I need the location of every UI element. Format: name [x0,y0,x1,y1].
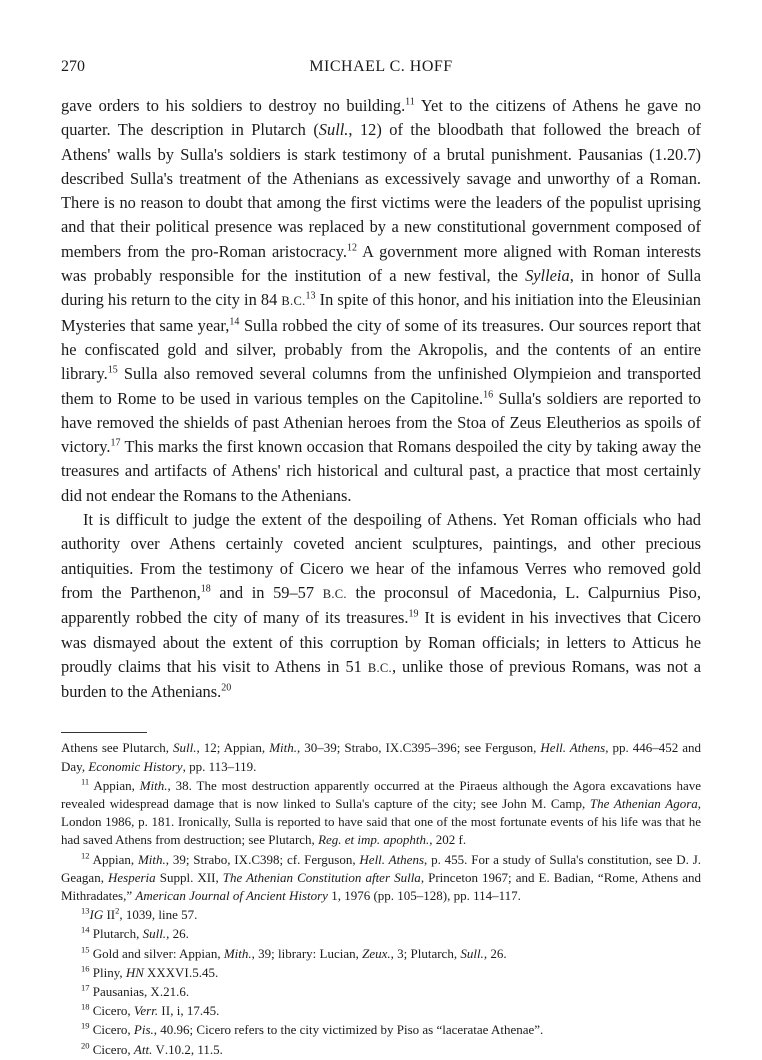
text: the proconsul of Macedonia, L. Calpurnius Piso, apparently robbed the city of many of its treasures. [61,582,701,628]
text: Athens see Plutarch, [61,740,174,756]
small-caps-text: IX [234,852,249,867]
text: .21.6. [159,984,190,1000]
footnote-number: 18 [81,1001,90,1012]
paragraph-1 [61,94,701,508]
text: , 38. The most destruction apparently occurred at the Piraeus although the Agora excavations have revealed widespread damage that is now linked to Sulla's capture of the city; see John M. Camp, [61,777,701,812]
footnote-number: 15 [81,944,90,955]
italic-text: Hell. Athens [359,851,425,867]
text: II [103,907,116,923]
text: , London 1986, p. 181. Ironically, Sulla is reported to have said that one of the most fortunate events of his life was that he had saved Athens from destruction; see Plutarch, [61,796,702,848]
text: , pp. 113–119. [182,758,257,774]
italic-text: Reg. et imp. apophth. [318,832,430,848]
footnote-number: 20 [81,1040,90,1051]
text: Cicero, [89,1003,134,1019]
footnote-ref-20[interactable]: 20 [221,682,232,694]
text: Appian, [89,777,140,793]
superscript: 2 [115,905,120,916]
small-caps-text: II [161,1004,171,1019]
page [61,58,701,1060]
footnote-number: 12 [81,850,90,861]
text: Pausanias, [89,984,151,1000]
text: Suppl. XII, [155,869,223,885]
text: It is evident in his invectives that Cicero was dismayed about the extent of this corruption by Roman officials; in letters to Atticus he proudly claims that his visit to Athens in 51 [61,608,701,676]
italic-text: Verr. [133,1003,159,1019]
text: , 12) of the bloodbath that followed the breach of Athens' walls by Sulla's soldiers is stark testimony of a brutal punishment. Pausanias (1.20.7) described Sulla's treatment of the Athenians as excessively savage and unworthy of a Roman. There is no reason to doubt that among the first victims were the leaders of the populist uprising and that their political presence was replaced by a new constitutional government composed of members from the pro-Roman aristocracy. [61,120,701,261]
text: , p. 455. For a study of Sulla's constitution, see D. J. Geagan, [61,851,702,885]
italic-text: American Journal of Ancient History [135,888,328,904]
italic-text: Att. [133,1041,153,1057]
text: .10.2, 11.5. [164,1041,223,1057]
italic-text: Pis. [133,1022,154,1038]
text: , unlike those of previous Romans, was not a burden to the Athenians. [61,656,701,702]
footnote-number: 14 [81,925,90,936]
italic-text: The Athenian Agora [589,796,698,812]
text: , 12; Appian, [196,740,270,756]
text: , 30–39; Strabo, [297,740,386,756]
footnote-ref-19[interactable]: 19 [408,608,419,620]
italic-text: The Athenian Constitution after Sulla [222,869,421,885]
small-caps-text: B.C. [367,660,392,675]
footnote-ref-16[interactable]: 16 [483,389,494,401]
page-number: 270 [61,58,85,75]
footnote-number: 16 [81,963,90,974]
text: , in honor of Sulla during his return to the city in 84 [61,266,702,310]
text: , 202 f. [429,832,467,848]
text: Sulla also removed several columns from the unfinished Olympieion and transported them to Rome to be used in various temples on the Capitoline. [61,364,701,408]
footnote-ref-15[interactable]: 15 [107,364,118,376]
small-caps-text: X [150,985,160,1000]
italic-text: Economic History [88,758,183,774]
italic-text: Mith. [137,851,166,867]
text: , Princeton 1967; and E. Badian, “Rome, Athens and Mithradates,” [61,869,702,904]
footnote-11 [61,777,701,850]
small-caps-text: B.C. [281,294,306,309]
text: .5.45. [188,964,219,980]
text: gave orders to his soldiers to destroy no building. [61,96,406,115]
italic-text: Sull. [173,740,197,756]
paragraph-2 [61,508,701,704]
italic-text: Hell. Athens [540,740,606,756]
text: A government more aligned with Roman interests was probably responsible for the institution of a new festival, the [61,241,702,286]
italic-text: IG [89,907,104,923]
footnote-ref-13[interactable]: 13 [305,290,316,302]
text: , 39; Strabo, [165,851,235,867]
footnote-number: 19 [81,1021,90,1032]
footnote-16 [61,964,701,982]
text: Cicero, [89,1041,134,1057]
main-text [61,94,701,704]
running-head-author: MICHAEL C. HOFF [309,58,453,75]
text: Plutarch, [89,926,143,942]
text: , 1039, line 57. [119,907,198,923]
footnote-divider [61,732,147,733]
text: , pp. 446–452 and Day, [61,740,701,774]
small-caps-text: V [155,1042,165,1057]
text: It is difficult to judge the extent of the despoiling of Athens. Yet Roman officials who had authority over Athens certainly coveted ancient sculptures, paintings, and other precious antiquities. From the testimony of Cicero we hear of the infamous Verres who removed gold from the Parthenon, [61,510,701,602]
italic-text: Sylleia [525,266,570,286]
text: Sulla robbed the city of some of its treasures. Our sources report that he confiscated gold and silver, probably from the Akropolis, and the contents of an entire library. [61,315,701,384]
italic-text: Sull. [142,926,167,942]
footnote-number: 13 [81,905,90,916]
footnote-20 [61,1041,701,1059]
italic-text: Sull. [318,120,349,140]
text: and in 59–57 [210,582,323,602]
text: , 26. [166,926,189,942]
footnote-ref-11[interactable]: 11 [405,96,415,108]
footnote-number: 17 [81,982,90,993]
footnote-ref-17[interactable]: 17 [110,437,121,449]
text: In spite of this honor, and his initiation into the Eleusinian Mysteries that same year, [61,290,701,335]
text: Pliny, [89,964,126,980]
text: Appian, [89,851,138,867]
footnote-19 [61,1021,701,1039]
footnote-ref-18[interactable]: 18 [200,583,211,595]
footnotes [61,739,701,1058]
text: Cicero, [89,1022,134,1038]
footnote-12 [61,851,701,906]
footnote-13 [61,906,701,924]
footnote-15 [61,945,701,963]
text: , 39; library: Lucian, [251,945,363,961]
footnote-ref-12[interactable]: 12 [346,242,357,254]
text: 1, 1976 (pp. 105–128), pp. 114–117. [327,888,521,904]
text: This marks the first known occasion that Romans despoiled the city by taking away the treasures and artifacts of Athens' rich historical and cultural past, a practice that most certainly did not endear the Romans to the Athenians. [61,437,701,505]
italic-text: Hesperia [108,869,156,885]
small-caps-text: XXXVI [147,965,189,980]
text: , 3; Plutarch, [390,945,461,961]
text: .C395–396; see Ferguson, [399,740,541,756]
small-caps-text: B.C. [322,586,347,601]
footnote-17 [61,983,701,1001]
italic-text: Sull. [460,945,484,961]
text: .C398; cf. Ferguson, [248,851,360,867]
italic-text: Zeux. [362,945,391,961]
italic-text: HN [125,964,144,980]
italic-text: Mith. [223,945,252,961]
footnote-number: 11 [81,776,90,787]
text: Yet to the citizens of Athens he gave no quarter. The description in Plutarch ( [61,96,701,140]
text: , i, 17.45. [170,1003,220,1019]
text: Gold and silver: Appian, [89,945,224,961]
footnote-14 [61,925,701,943]
footnote-ref-14[interactable]: 14 [229,316,240,328]
footnote-continuation [61,739,701,775]
small-caps-text: IX [385,741,400,756]
footnote-18 [61,1002,701,1020]
text: Sulla's soldiers are reported to have removed the shields of past Athenian heroes from the Stoa of Zeus Eleutherios as spoils of victory. [61,388,701,457]
italic-text: Mith. [139,777,168,793]
text: , 40.96; Cicero refers to the city victimized by Piso as “laceratae Athenae”. [153,1022,544,1038]
text: , 26. [483,945,507,961]
running-header [61,58,701,80]
italic-text: Mith. [269,740,297,756]
